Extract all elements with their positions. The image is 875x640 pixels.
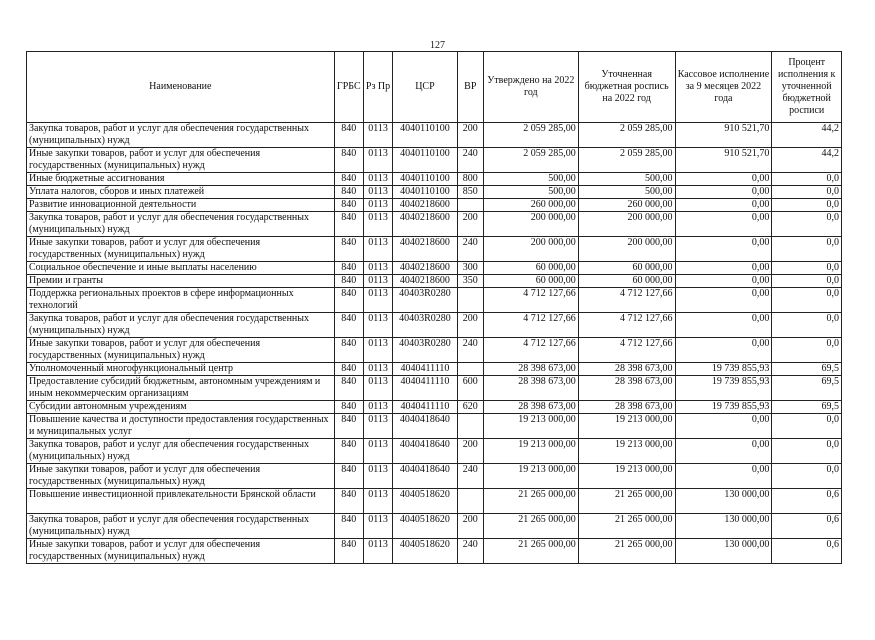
table-row — [27, 363, 842, 376]
cell-cash: 0,00 — [675, 288, 772, 313]
cell-cash: 0,00 — [675, 199, 772, 212]
cell-percent: 0,0 — [772, 262, 842, 275]
cell-name: Закупка товаров, работ и услуг для обеспечения государственных (муниципальных) нужд — [27, 313, 335, 338]
cell-csr: 40403R0280 — [393, 288, 458, 313]
cell-grbs: 840 — [334, 123, 363, 148]
cell-grbs: 840 — [334, 186, 363, 199]
cell-percent: 44,2 — [772, 123, 842, 148]
cell-grbs: 840 — [334, 148, 363, 173]
cell-name: Премии и гранты — [27, 275, 335, 288]
cell-name: Социальное обеспечение и иные выплаты населению — [27, 262, 335, 275]
cell-approved: 19 213 000,00 — [483, 464, 578, 489]
cell-vr — [457, 414, 483, 439]
cell-rzpr: 0113 — [363, 148, 392, 173]
cell-vr — [457, 363, 483, 376]
cell-percent: 69,5 — [772, 401, 842, 414]
table-row — [27, 401, 842, 414]
cell-vr: 300 — [457, 262, 483, 275]
table-row — [27, 439, 842, 464]
cell-csr: 40403R0280 — [393, 313, 458, 338]
cell-approved: 500,00 — [483, 186, 578, 199]
cell-csr: 4040411110 — [393, 401, 458, 414]
cell-cash: 19 739 855,93 — [675, 363, 772, 376]
col-header-name: Наименование — [27, 52, 335, 123]
cell-rzpr: 0113 — [363, 313, 392, 338]
cell-grbs: 840 — [334, 338, 363, 363]
cell-rzpr: 0113 — [363, 376, 392, 401]
cell-grbs: 840 — [334, 363, 363, 376]
cell-csr: 4040418640 — [393, 439, 458, 464]
cell-approved: 28 398 673,00 — [483, 363, 578, 376]
table-row — [27, 199, 842, 212]
cell-refined: 19 213 000,00 — [578, 464, 675, 489]
cell-refined: 60 000,00 — [578, 262, 675, 275]
cell-grbs: 840 — [334, 199, 363, 212]
cell-csr: 4040218600 — [393, 212, 458, 237]
cell-vr: 850 — [457, 186, 483, 199]
cell-approved: 2 059 285,00 — [483, 148, 578, 173]
cell-rzpr: 0113 — [363, 288, 392, 313]
cell-name: Иные закупки товаров, работ и услуг для обеспечения государственных (муниципальных) нужд — [27, 237, 335, 262]
cell-approved: 21 265 000,00 — [483, 514, 578, 539]
page-number: 127 — [430, 40, 445, 51]
cell-name: Закупка товаров, работ и услуг для обеспечения государственных (муниципальных) нужд — [27, 212, 335, 237]
cell-rzpr: 0113 — [363, 186, 392, 199]
cell-name: Предоставление субсидий бюджетным, автономным учреждениям и иным некоммерческим организациям — [27, 376, 335, 401]
cell-percent: 0,0 — [772, 212, 842, 237]
cell-name: Иные закупки товаров, работ и услуг для обеспечения государственных (муниципальных) нужд — [27, 148, 335, 173]
cell-approved: 260 000,00 — [483, 199, 578, 212]
cell-cash: 0,00 — [675, 414, 772, 439]
col-header-approved: Утверждено на 2022 год — [483, 52, 578, 123]
cell-rzpr: 0113 — [363, 199, 392, 212]
cell-vr: 240 — [457, 148, 483, 173]
table-row — [27, 173, 842, 186]
cell-percent: 0,0 — [772, 186, 842, 199]
col-header-vr: ВР — [457, 52, 483, 123]
cell-rzpr: 0113 — [363, 275, 392, 288]
cell-vr: 200 — [457, 123, 483, 148]
cell-cash: 0,00 — [675, 212, 772, 237]
cell-approved: 21 265 000,00 — [483, 489, 578, 514]
table-row — [27, 414, 842, 439]
cell-refined: 28 398 673,00 — [578, 401, 675, 414]
cell-vr: 240 — [457, 539, 483, 564]
cell-name: Иные бюджетные ассигнования — [27, 173, 335, 186]
cell-cash: 130 000,00 — [675, 489, 772, 514]
cell-csr: 4040218600 — [393, 199, 458, 212]
cell-name: Иные закупки товаров, работ и услуг для обеспечения государственных (муниципальных) нужд — [27, 539, 335, 564]
cell-cash: 0,00 — [675, 439, 772, 464]
table-row — [27, 288, 842, 313]
cell-approved: 200 000,00 — [483, 212, 578, 237]
cell-approved: 19 213 000,00 — [483, 414, 578, 439]
cell-percent: 69,5 — [772, 376, 842, 401]
table-row — [27, 262, 842, 275]
cell-cash: 0,00 — [675, 464, 772, 489]
cell-approved: 2 059 285,00 — [483, 123, 578, 148]
cell-percent: 0,6 — [772, 539, 842, 564]
cell-vr — [457, 288, 483, 313]
cell-grbs: 840 — [334, 237, 363, 262]
cell-approved: 28 398 673,00 — [483, 376, 578, 401]
cell-cash: 130 000,00 — [675, 514, 772, 539]
cell-percent: 0,6 — [772, 489, 842, 514]
cell-cash: 130 000,00 — [675, 539, 772, 564]
cell-grbs: 840 — [334, 464, 363, 489]
cell-rzpr: 0113 — [363, 414, 392, 439]
table-row — [27, 148, 842, 173]
cell-cash: 19 739 855,93 — [675, 376, 772, 401]
cell-grbs: 840 — [334, 313, 363, 338]
cell-approved: 500,00 — [483, 173, 578, 186]
cell-cash: 0,00 — [675, 313, 772, 338]
cell-name: Субсидии автономным учреждениям — [27, 401, 335, 414]
cell-percent: 0,0 — [772, 288, 842, 313]
cell-vr: 600 — [457, 376, 483, 401]
col-header-grbs: ГРБС — [334, 52, 363, 123]
table-row — [27, 212, 842, 237]
cell-name: Закупка товаров, работ и услуг для обеспечения государственных (муниципальных) нужд — [27, 514, 335, 539]
cell-cash: 19 739 855,93 — [675, 401, 772, 414]
cell-percent: 44,2 — [772, 148, 842, 173]
col-header-csr: ЦСР — [393, 52, 458, 123]
cell-cash: 0,00 — [675, 338, 772, 363]
cell-name: Повышение качества и доступности предоставления государственных и муниципальных услуг — [27, 414, 335, 439]
cell-csr: 40403R0280 — [393, 338, 458, 363]
cell-approved: 60 000,00 — [483, 275, 578, 288]
table-row — [27, 539, 842, 564]
cell-name: Иные закупки товаров, работ и услуг для обеспечения государственных (муниципальных) нужд — [27, 464, 335, 489]
table-row — [27, 237, 842, 262]
cell-grbs: 840 — [334, 539, 363, 564]
cell-refined: 21 265 000,00 — [578, 489, 675, 514]
cell-percent: 0,0 — [772, 338, 842, 363]
cell-name: Повышение инвестиционной привлекательности Брянской области — [27, 489, 335, 514]
cell-percent: 0,0 — [772, 439, 842, 464]
cell-cash: 0,00 — [675, 186, 772, 199]
budget-table — [26, 51, 842, 564]
cell-csr: 4040110100 — [393, 173, 458, 186]
cell-name: Закупка товаров, работ и услуг для обеспечения государственных (муниципальных) нужд — [27, 439, 335, 464]
col-header-cash: Кассовое исполнение за 9 месяцев 2022 года — [675, 52, 772, 123]
cell-approved: 21 265 000,00 — [483, 539, 578, 564]
cell-vr: 240 — [457, 464, 483, 489]
cell-refined: 21 265 000,00 — [578, 514, 675, 539]
cell-grbs: 840 — [334, 173, 363, 186]
cell-rzpr: 0113 — [363, 363, 392, 376]
table-row — [27, 489, 842, 514]
cell-csr: 4040418640 — [393, 464, 458, 489]
cell-percent: 0,6 — [772, 514, 842, 539]
cell-vr: 200 — [457, 313, 483, 338]
cell-cash: 0,00 — [675, 275, 772, 288]
cell-rzpr: 0113 — [363, 401, 392, 414]
cell-cash: 0,00 — [675, 237, 772, 262]
cell-csr: 4040411110 — [393, 363, 458, 376]
table-row — [27, 376, 842, 401]
table-row — [27, 514, 842, 539]
cell-vr: 620 — [457, 401, 483, 414]
table-body — [27, 123, 842, 564]
col-header-rzpr: Рз Пр — [363, 52, 392, 123]
cell-grbs: 840 — [334, 514, 363, 539]
cell-cash: 910 521,70 — [675, 123, 772, 148]
cell-vr: 240 — [457, 237, 483, 262]
cell-approved: 19 213 000,00 — [483, 439, 578, 464]
cell-vr: 350 — [457, 275, 483, 288]
cell-name: Поддержка региональных проектов в сфере информационных технологий — [27, 288, 335, 313]
cell-vr: 200 — [457, 439, 483, 464]
cell-grbs: 840 — [334, 262, 363, 275]
cell-vr: 240 — [457, 338, 483, 363]
cell-refined: 4 712 127,66 — [578, 338, 675, 363]
cell-refined: 2 059 285,00 — [578, 148, 675, 173]
cell-grbs: 840 — [334, 401, 363, 414]
cell-rzpr: 0113 — [363, 514, 392, 539]
cell-grbs: 840 — [334, 212, 363, 237]
cell-grbs: 840 — [334, 376, 363, 401]
cell-refined: 21 265 000,00 — [578, 539, 675, 564]
header-row — [27, 52, 842, 123]
cell-name: Иные закупки товаров, работ и услуг для обеспечения государственных (муниципальных) нужд — [27, 338, 335, 363]
cell-rzpr: 0113 — [363, 489, 392, 514]
cell-rzpr: 0113 — [363, 539, 392, 564]
table-row — [27, 464, 842, 489]
col-header-percent: Процент исполнения к уточненной бюджетной росписи — [772, 52, 842, 123]
cell-name: Уполномоченный многофункциональный центр — [27, 363, 335, 376]
cell-refined: 28 398 673,00 — [578, 363, 675, 376]
cell-rzpr: 0113 — [363, 262, 392, 275]
cell-csr: 4040518620 — [393, 489, 458, 514]
col-header-refined: Уточненная бюджетная роспись на 2022 год — [578, 52, 675, 123]
cell-refined: 2 059 285,00 — [578, 123, 675, 148]
cell-grbs: 840 — [334, 414, 363, 439]
cell-approved: 28 398 673,00 — [483, 401, 578, 414]
cell-csr: 4040518620 — [393, 514, 458, 539]
cell-name: Закупка товаров, работ и услуг для обеспечения государственных (муниципальных) нужд — [27, 123, 335, 148]
cell-refined: 500,00 — [578, 173, 675, 186]
cell-vr — [457, 489, 483, 514]
cell-cash: 0,00 — [675, 262, 772, 275]
cell-refined: 19 213 000,00 — [578, 439, 675, 464]
cell-approved: 4 712 127,66 — [483, 288, 578, 313]
cell-name: Развитие инновационной деятельности — [27, 199, 335, 212]
cell-refined: 4 712 127,66 — [578, 288, 675, 313]
cell-csr: 4040418640 — [393, 414, 458, 439]
cell-refined: 28 398 673,00 — [578, 376, 675, 401]
cell-cash: 910 521,70 — [675, 148, 772, 173]
cell-grbs: 840 — [334, 439, 363, 464]
cell-percent: 0,0 — [772, 414, 842, 439]
cell-csr: 4040110100 — [393, 148, 458, 173]
cell-refined: 500,00 — [578, 186, 675, 199]
cell-vr — [457, 199, 483, 212]
cell-refined: 200 000,00 — [578, 237, 675, 262]
cell-vr: 200 — [457, 514, 483, 539]
cell-percent: 0,0 — [772, 464, 842, 489]
cell-grbs: 840 — [334, 288, 363, 313]
cell-refined: 200 000,00 — [578, 212, 675, 237]
table-row — [27, 338, 842, 363]
cell-rzpr: 0113 — [363, 173, 392, 186]
cell-approved: 4 712 127,66 — [483, 338, 578, 363]
cell-percent: 0,0 — [772, 275, 842, 288]
cell-rzpr: 0113 — [363, 123, 392, 148]
cell-csr: 4040218600 — [393, 237, 458, 262]
cell-refined: 4 712 127,66 — [578, 313, 675, 338]
cell-approved: 60 000,00 — [483, 262, 578, 275]
table-row — [27, 275, 842, 288]
cell-grbs: 840 — [334, 489, 363, 514]
cell-vr: 800 — [457, 173, 483, 186]
cell-rzpr: 0113 — [363, 237, 392, 262]
cell-percent: 0,0 — [772, 313, 842, 338]
table-row — [27, 313, 842, 338]
cell-refined: 260 000,00 — [578, 199, 675, 212]
cell-rzpr: 0113 — [363, 338, 392, 363]
cell-cash: 0,00 — [675, 173, 772, 186]
cell-csr: 4040110100 — [393, 123, 458, 148]
cell-name: Уплата налогов, сборов и иных платежей — [27, 186, 335, 199]
cell-csr: 4040218600 — [393, 275, 458, 288]
cell-percent: 0,0 — [772, 237, 842, 262]
cell-vr: 200 — [457, 212, 483, 237]
cell-percent: 69,5 — [772, 363, 842, 376]
cell-percent: 0,0 — [772, 173, 842, 186]
cell-refined: 19 213 000,00 — [578, 414, 675, 439]
cell-csr: 4040411110 — [393, 376, 458, 401]
table-row — [27, 123, 842, 148]
cell-rzpr: 0113 — [363, 464, 392, 489]
cell-grbs: 840 — [334, 275, 363, 288]
cell-csr: 4040218600 — [393, 262, 458, 275]
table-row — [27, 186, 842, 199]
cell-percent: 0,0 — [772, 199, 842, 212]
cell-refined: 60 000,00 — [578, 275, 675, 288]
cell-rzpr: 0113 — [363, 212, 392, 237]
cell-approved: 200 000,00 — [483, 237, 578, 262]
cell-csr: 4040518620 — [393, 539, 458, 564]
cell-rzpr: 0113 — [363, 439, 392, 464]
cell-approved: 4 712 127,66 — [483, 313, 578, 338]
cell-csr: 4040110100 — [393, 186, 458, 199]
